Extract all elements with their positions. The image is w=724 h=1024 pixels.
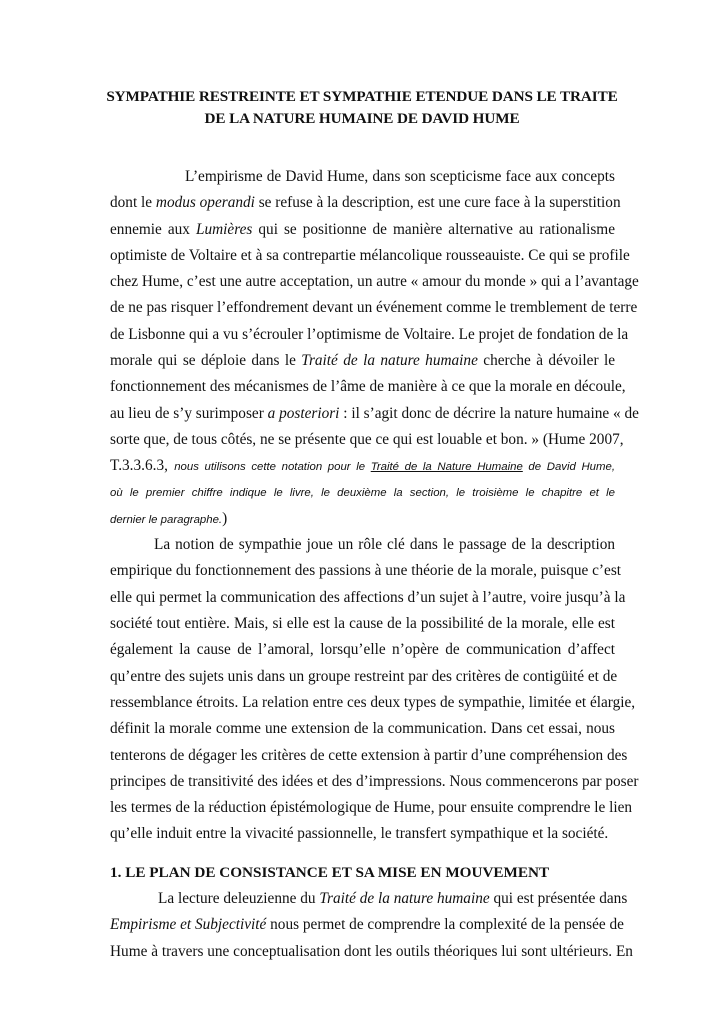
underlined-title: Traité de la Nature Humaine [370,461,523,474]
text-line: de Lisbonne qui a vu s’écrouler l’optimisme de Voltaire. Le projet de fondation de la [110,325,629,343]
text-run: ) [222,509,228,527]
document-title [100,86,624,130]
paragraph-sympathy [110,532,639,848]
text-run: qui se positionne de manière alternative au rationalisme [252,220,615,238]
text-run: dernier le paragraphe. [110,513,223,526]
text-run: T.3.3.6.3, [110,457,175,475]
text-line [110,886,628,912]
text-run: au lieu de s’y surimposer [110,404,268,422]
text-run: se refuse à la description, est une cure face à la superstition [254,194,621,212]
text-run: ennemie aux [110,220,196,238]
text-line [110,348,615,374]
text-run: La lecture deleuzienne du [158,890,320,908]
text-line: L’empirisme de David Hume, dans son scepticisme face aux concepts [185,168,615,185]
italic-term: Traité de la nature humaine [319,890,490,908]
text-line: Hume à travers une conceptualisation dont les outils théoriques lui sont ultérieurs. En [110,942,633,960]
text-line: tenterons de dégager les critères de cette extension à partir d’une compréhension des [110,746,628,764]
text-line [110,912,624,938]
text-line: définit la morale comme une extension de la communication. Dans cet essai, nous [110,720,615,738]
text-run: cherche à dévoiler le [477,352,615,370]
text-line: fonctionnement des mécanismes de l’âme de manière à ce que la morale en découle, [110,378,626,396]
text-line: les termes de la réduction épistémologique de Hume, pour ensuite comprendre le lien [110,799,633,817]
text-run: nous utilisons cette notation pour le [174,461,371,474]
text-line: société tout entière. Mais, si elle est la cause de la possibilité de la morale, elle est [110,615,615,633]
text-run: qui est présentée dans [489,890,628,908]
text-line: ressemblance étroits. La relation entre ces deux types de sympathie, limitée et élargie, [110,693,636,711]
title-line: DE LA NATURE HUMAINE DE DAVID HUME [204,110,520,127]
text-line: elle qui permet la communication des affections d’un sujet à l’autre, voire jusqu’à la [110,588,626,606]
text-line: de ne pas risquer l’effondrement devant un événement comme le tremblement de terre [110,299,638,317]
text-line: sorte que, de tous côtés, ne se présente que ce qui est louable et bon. » (Hume 2007, [110,430,624,448]
text-run: : il s’agit donc de décrire la nature humaine « de [339,404,639,422]
document-body [110,164,639,965]
text-run: de David Hume, [522,461,616,474]
text-line [110,190,621,216]
text-line [110,401,639,427]
section-heading: 1. LE PLAN DE CONSISTANCE ET SA MISE EN MOUVEMENT [110,863,550,881]
text-line: chez Hume, c’est une autre acceptation, un autre « amour du monde » qui a l’avantage [110,273,639,291]
text-line: également la cause de l’amoral, lorsqu’elle n’opère de communication d’affect [110,641,615,659]
citation-note-line: où le premier chiffre indique le livre, le deuxième la section, le troisième le chapitre et le [110,486,615,499]
paragraph-intro [110,164,639,532]
text-line: empirique du fonctionnement des passions à une théorie de la morale, puisque c’est [110,562,622,580]
italic-term: Traité de la nature humaine [301,352,478,370]
text-run: dont le [110,194,156,212]
text-line: principes de transitivité des idées et des d’impressions. Nous commencerons par poser [110,772,639,790]
italic-term: Empirisme et Subjectivité [110,916,267,934]
text-run: nous permet de comprendre la complexité de la pensée de [266,916,624,934]
text-line: La notion de sympathie joue un rôle clé dans le passage de la description [154,536,615,554]
text-run: morale qui se déploie dans le [110,352,302,370]
citation-note-line [110,506,615,532]
italic-term: a posteriori [267,404,340,422]
italic-term: modus operandi [155,194,255,212]
section-1 [110,860,633,965]
text-line [110,217,615,243]
citation-note-line [110,453,615,479]
text-line: qu’entre des sujets unis dans un groupe restreint par des critères de contigüité et de [110,667,618,685]
text-line: qu’elle induit entre la vivacité passionnelle, le transfert sympathique et la société. [110,825,609,843]
text-line: optimiste de Voltaire et à sa contrepartie mélancolique rousseauiste. Ce qui se profile [110,246,630,264]
title-line: SYMPATHIE RESTREINTE ET SYMPATHIE ETENDUE DANS LE TRAITE [106,88,618,105]
italic-term: Lumières [195,220,253,238]
